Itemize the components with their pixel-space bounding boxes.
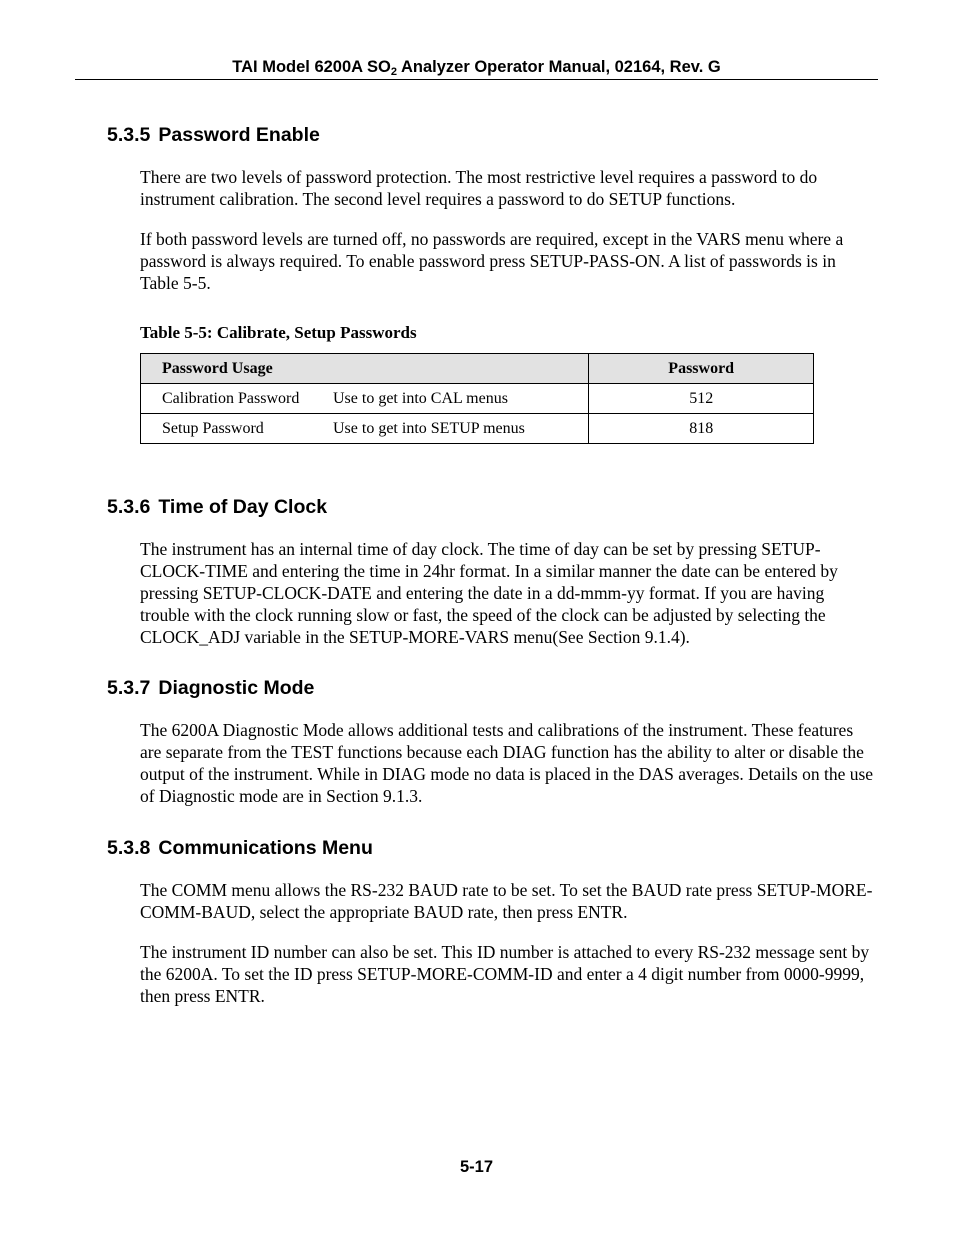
password-value: 512: [589, 384, 814, 414]
usage-description: Use to get into CAL menus: [333, 389, 508, 407]
section-number: 5.3.8: [107, 837, 151, 859]
paragraph: The 6200A Diagnostic Mode allows additional tests and calibrations of the instrument. These features are separate from the TEST functions because each DIAG function has the ability to alter or disable the output of the instrument. While in DIAG mode no data is placed in the DAS averages. Details on the use of Diagnostic mode are in Section 9.1.3.: [140, 720, 874, 806]
column-header-password: Password: [589, 354, 814, 384]
section-heading-communications-menu: [107, 836, 373, 860]
section-title: Communications Menu: [158, 837, 373, 859]
page-number: 5-17: [459, 1158, 494, 1176]
table-row: [141, 414, 814, 444]
usage-cell: [141, 414, 589, 444]
table-row: [141, 384, 814, 414]
header-title-part1: TAI Model 6200A SO: [232, 58, 391, 76]
usage-description: Use to get into SETUP menus: [333, 419, 525, 437]
section-title: Password Enable: [158, 124, 320, 146]
table-header-row: [141, 354, 814, 384]
column-header-password-usage: Password Usage: [141, 354, 589, 384]
section-heading-time-of-day-clock: [107, 495, 327, 519]
usage-cell: [141, 384, 589, 414]
paragraph: There are two levels of password protection. The most restrictive level requires a password to do instrument calibration. The second level requires a password to do SETUP functions.: [140, 167, 818, 209]
section-number: 5.3.6: [107, 496, 151, 518]
paragraph: If both password levels are turned off, no passwords are required, except in the VARS menu where a password is always required. To enable password press SETUP-PASS-ON. A list of passwords is in Table 5-5.: [140, 229, 844, 293]
section-title: Diagnostic Mode: [158, 677, 315, 699]
table-caption: Table 5-5: Calibrate, Setup Passwords: [140, 323, 417, 342]
section-number: 5.3.7: [107, 677, 151, 699]
paragraph: The instrument ID number can also be set. This ID number is attached to every RS-232 message sent by the 6200A. To set the ID press SETUP-MORE-COMM-ID and enter a 4 digit number from 0000-9999, then press ENTR.: [140, 942, 870, 1006]
passwords-table: [140, 353, 814, 444]
password-value: 818: [589, 414, 814, 444]
header-rule: [75, 79, 878, 80]
section-title: Time of Day Clock: [158, 496, 328, 518]
section-number: 5.3.5: [107, 124, 151, 146]
section-heading-password-enable: [107, 123, 320, 147]
section-heading-diagnostic-mode: [107, 676, 314, 700]
paragraph: The COMM menu allows the RS-232 BAUD rate to be set. To set the BAUD rate press SETUP-MORE-COMM-BAUD, select the appropriate BAUD rate, then press ENTR.: [140, 880, 873, 922]
paragraph: The instrument has an internal time of day clock. The time of day can be set by pressing SETUP-CLOCK-TIME and entering the time in 24hr format. In a similar manner the date can be entered by pressing SETUP-CLOCK-DATE and entering the date in a dd-mmm-yy format. If you are having trouble with the clock running slow or fast, the speed of the clock can be adjusted by selecting the CLOCK_ADJ variable in the SETUP-MORE-VARS menu(See Section 9.1.4).: [140, 539, 838, 647]
password-name: Setup Password: [162, 419, 264, 437]
header-title-subscript: 2: [390, 66, 398, 78]
header-title-part2: Analyzer Operator Manual, 02164, Rev. G: [397, 58, 721, 76]
password-name: Calibration Password: [162, 389, 300, 407]
